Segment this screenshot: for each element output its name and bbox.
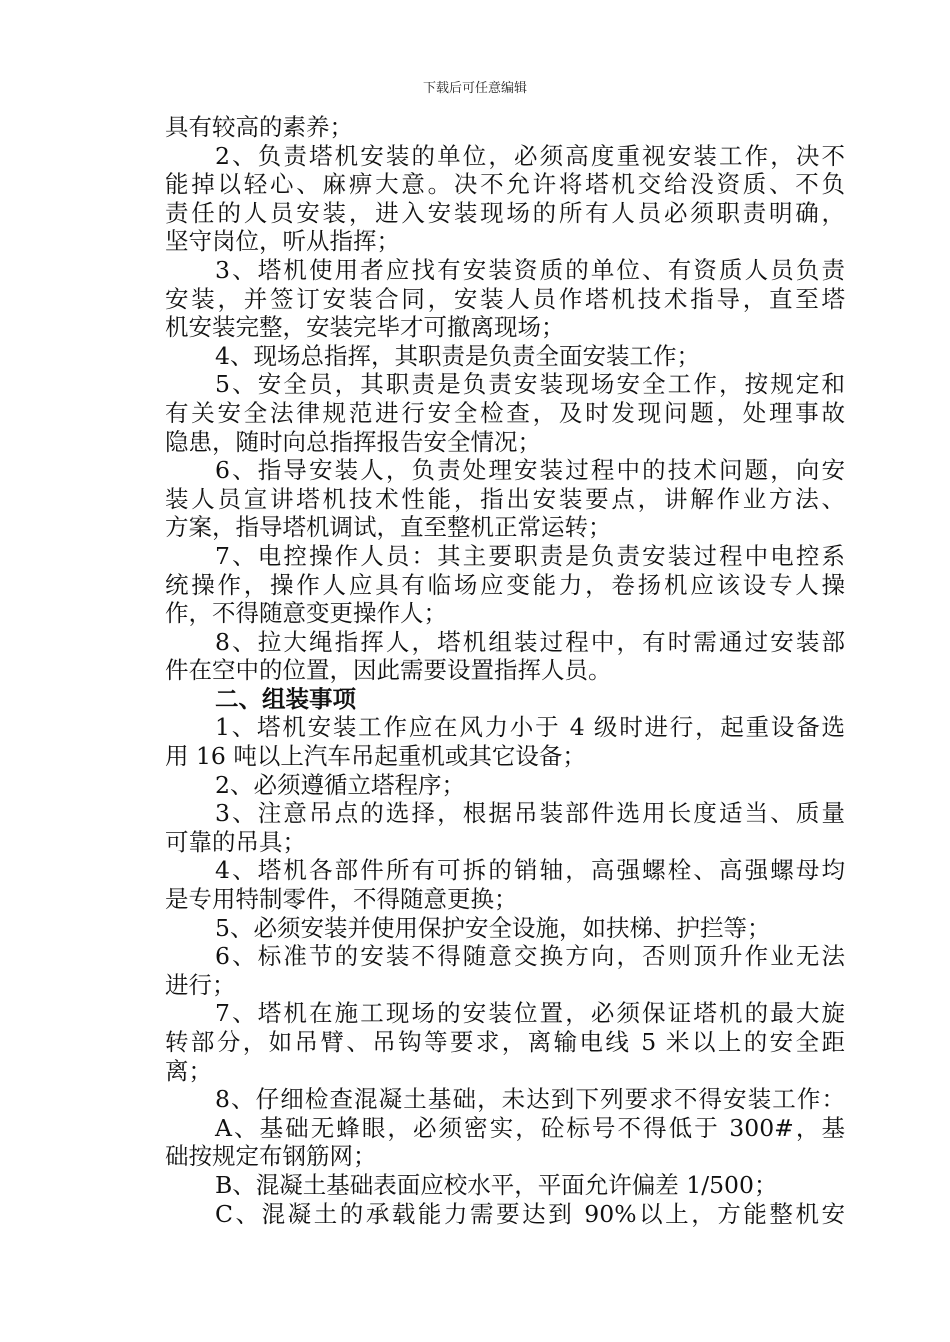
text-line: 责任的人员安装，进入安装现场的所有人员必须职责明确， bbox=[165, 198, 845, 227]
text-line: 装人员宣讲塔机技术性能，指出安装要点，讲解作业方法、 bbox=[165, 484, 845, 513]
text-line: 8、仔细检查混凝土基础，未达到下列要求不得安装工作： bbox=[215, 1085, 845, 1114]
text-line: 隐患，随时向总指挥报告安全情况； bbox=[165, 427, 541, 456]
text-line: 可靠的吊具； bbox=[165, 827, 306, 856]
text-line: 方案，指导塔机调试，直至整机正常运转； bbox=[165, 513, 612, 542]
text-line: 件在空中的位置，因此需要设置指挥人员。 bbox=[165, 656, 612, 685]
text-line: 作，不得随意变更操作人； bbox=[165, 599, 447, 628]
page-header: 下载后可任意编辑 bbox=[422, 81, 527, 96]
text-line: 5、安全员，其职责是负责安装现场安全工作，按规定和 bbox=[215, 370, 845, 399]
text-line: 是专用特制零件，不得随意更换； bbox=[165, 885, 518, 914]
document-body bbox=[165, 113, 845, 1228]
text-line: 1、塔机安装工作应在风力小于 4 级时进行，起重设备选 bbox=[215, 713, 845, 742]
text-line: 机安装完整，安装完毕才可撤离现场； bbox=[165, 313, 565, 342]
text-line: A、基础无蜂眼，必须密实，砼标号不得低于 300#，基 bbox=[215, 1113, 845, 1142]
text-line: 6、指导安装人，负责处理安装过程中的技术问题，向安 bbox=[215, 456, 845, 485]
text-line: 转部分，如吊臂、吊钩等要求，离输电线 5 米以上的安全距 bbox=[165, 1028, 845, 1056]
text-line: 有关安全法律规范进行安全检查，及时发现问题，处理事故 bbox=[165, 398, 845, 427]
text-line: 8、拉大绳指挥人，塔机组装过程中，有时需通过安装部 bbox=[215, 627, 845, 656]
section-heading: 二、组装事项 bbox=[215, 684, 356, 713]
text-line: 统操作，操作人应具有临场应变能力，卷扬机应该设专人操 bbox=[165, 570, 845, 599]
text-line: 5、必须安装并使用保护安全设施，如扶梯、护拦等； bbox=[215, 913, 771, 942]
text-line: 3、注意吊点的选择，根据吊装部件选用长度适当、质量 bbox=[215, 799, 845, 828]
text-line: 进行； bbox=[165, 970, 236, 999]
text-line: 3、塔机使用者应找有安装资质的单位、有资质人员负责 bbox=[215, 255, 845, 284]
text-line: 坚守岗位，听从指挥； bbox=[165, 227, 400, 256]
text-line: 安装，并签订安装合同，安装人员作塔机技术指导，直至塔 bbox=[165, 284, 845, 313]
text-line: 离； bbox=[165, 1056, 212, 1085]
text-line: B、混凝土基础表面应校水平，平面允许偏差 1/500； bbox=[215, 1170, 778, 1199]
text-line: 用 16 吨以上汽车吊起重机或其它设备； bbox=[165, 742, 586, 771]
text-line: 2、必须遵循立塔程序； bbox=[215, 770, 465, 799]
text-line: 7、电控操作人员：其主要职责是负责安装过程中电控系 bbox=[215, 541, 845, 570]
text-line: 6、标准节的安装不得随意交换方向，否则顶升作业无法 bbox=[215, 942, 845, 971]
text-line: 2、负责塔机安装的单位，必须高度重视安装工作，决不 bbox=[215, 141, 845, 170]
text-line: C、混凝土的承载能力需要达到 90%以上，方能整机安 bbox=[215, 1199, 845, 1228]
text-line: 4、现场总指挥，其职责是负责全面安装工作； bbox=[215, 341, 700, 370]
text-line: 具有较高的素养； bbox=[165, 113, 353, 141]
text-line: 4、塔机各部件所有可拆的销轴，高强螺栓、高强螺母均 bbox=[215, 856, 845, 885]
text-line: 础按规定布钢筋网； bbox=[165, 1142, 377, 1171]
text-line: 能掉以轻心、麻痹大意。决不允许将塔机交给没资质、不负 bbox=[165, 170, 845, 199]
text-line: 7、塔机在施工现场的安装位置，必须保证塔机的最大旋 bbox=[215, 999, 845, 1028]
